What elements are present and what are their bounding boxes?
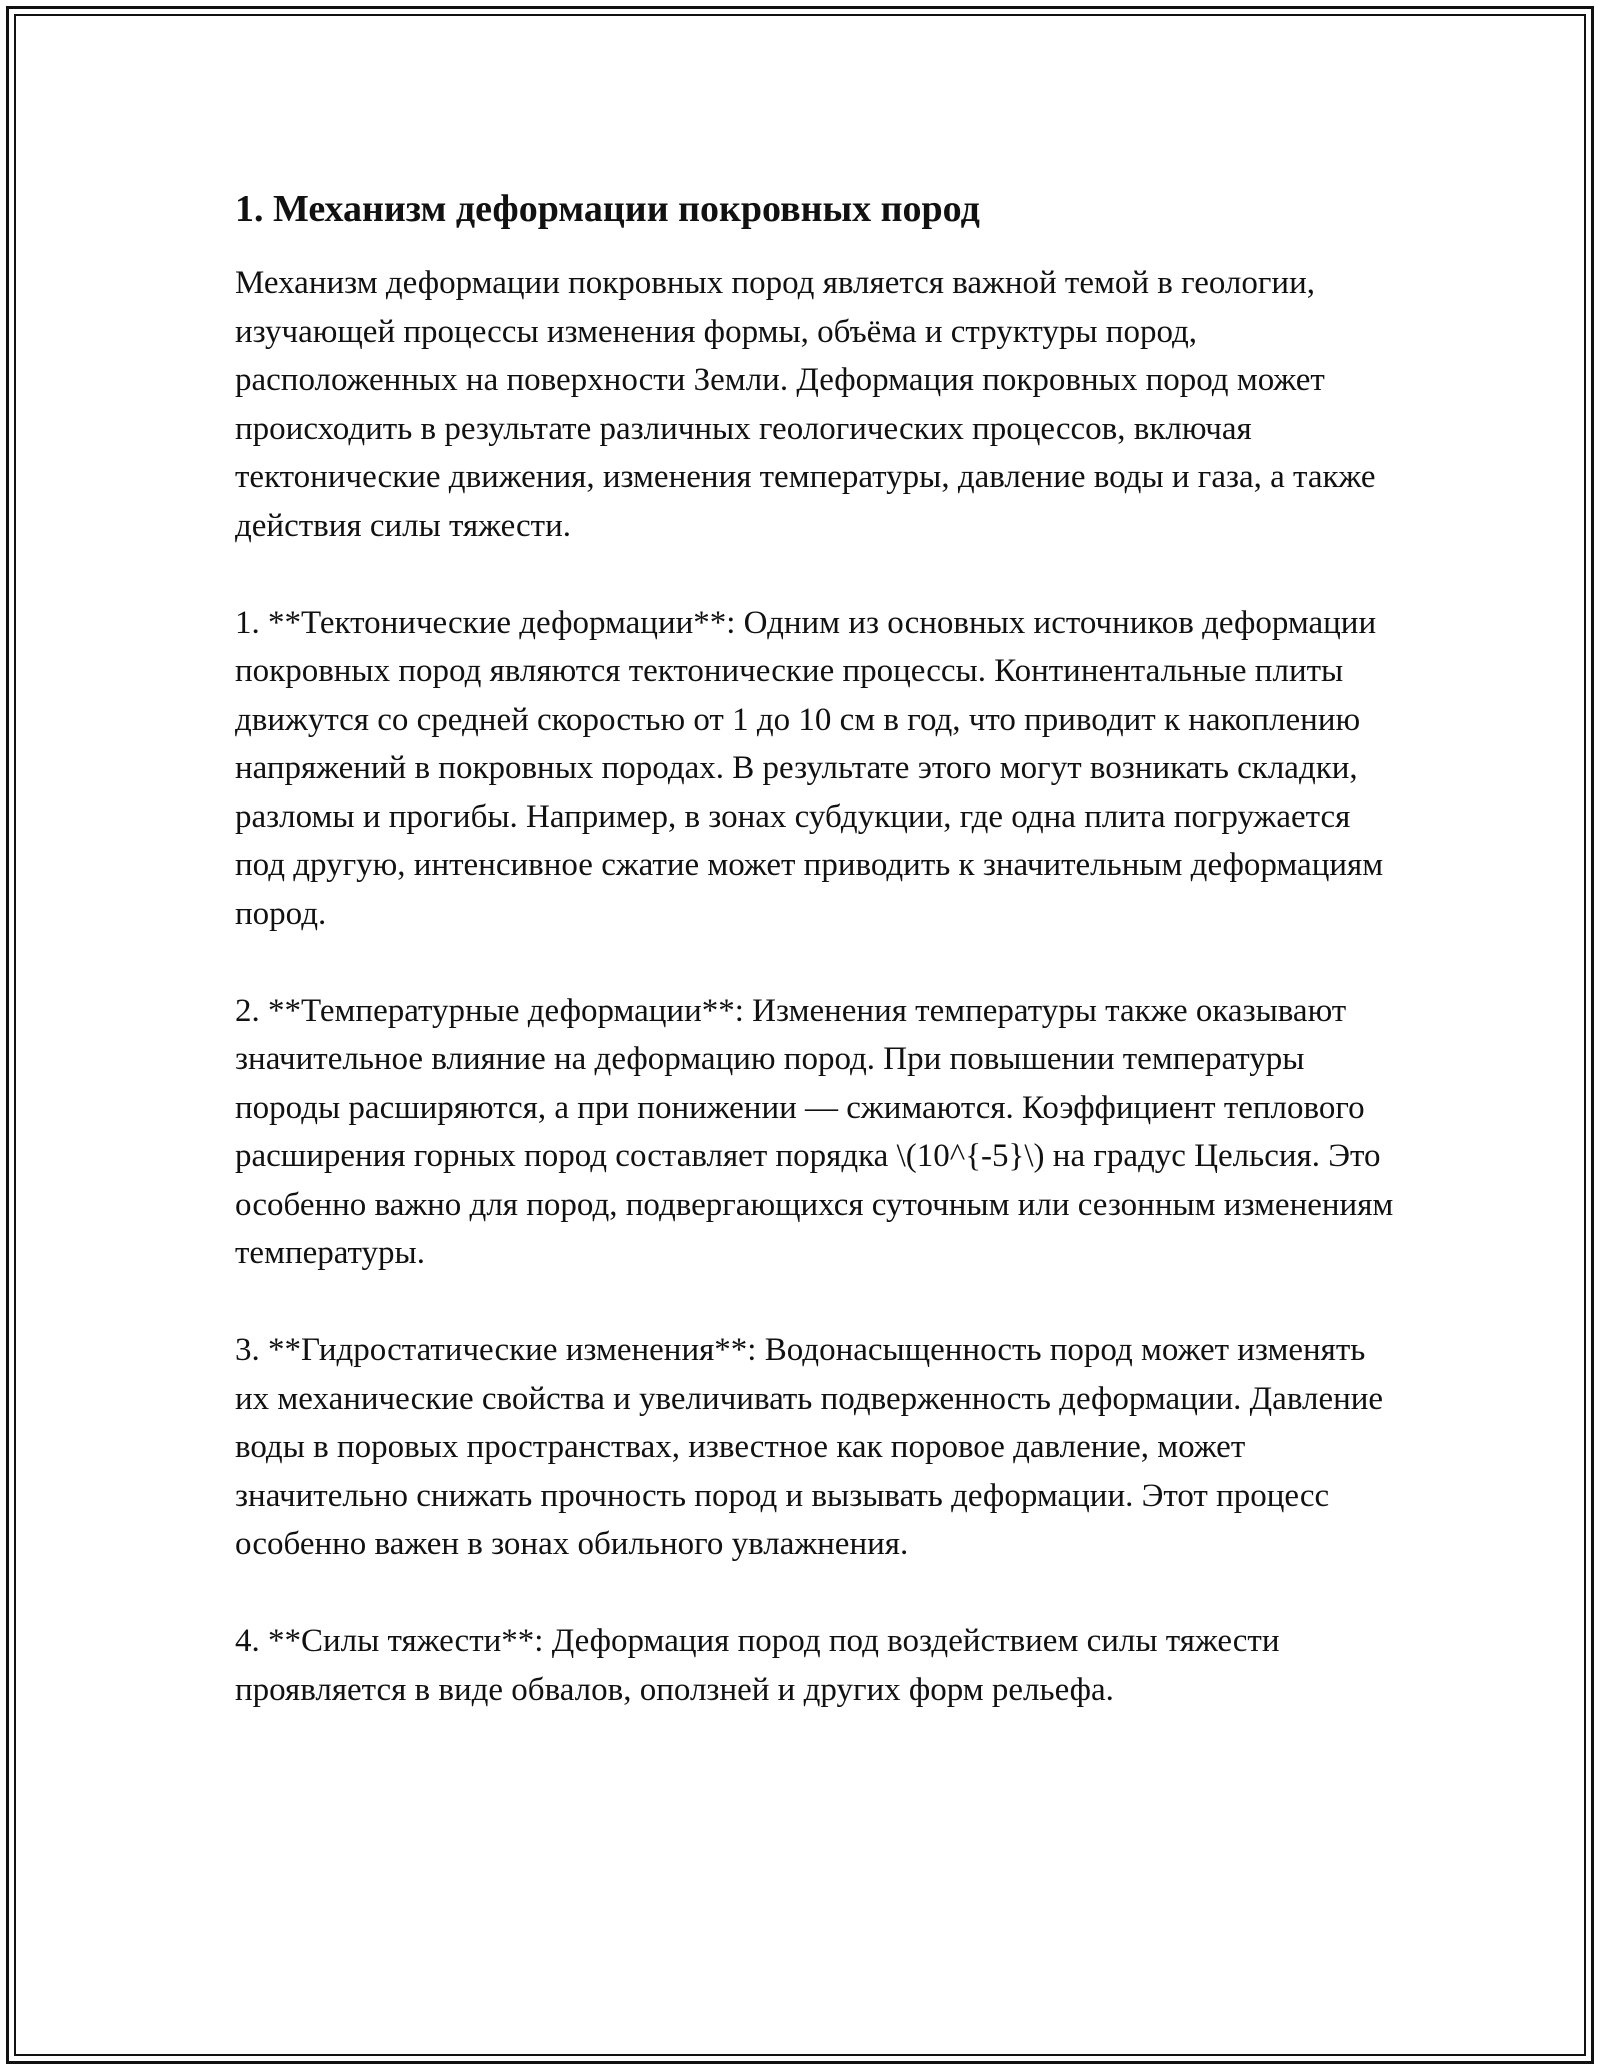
paragraph-gravity: 4. **Силы тяжести**: Деформация пород под воздействием силы тяжести проявляется в виде обвалов, оползней и других форм рельефа. bbox=[235, 1623, 1280, 1708]
paragraph-thermal-deformation: 2. **Температурные деформации**: Изменения температуры также оказывают значительное влияние на деформацию пород. При повышении температуры породы расширяются, а при понижении — сжимаются. Коэффициент теплового расширения горных пород составляет порядка \(10^{-5}\) на градус Цельсия. Это особенно важно для пород, подвергающихся суточным или сезонным изменениям температуры. bbox=[235, 992, 1394, 1271]
paragraph-hydrostatic-changes: 3. **Гидростатические изменения**: Водонасыщенность пород может изменять их механические свойства и увеличивать подверженность деформации. Давление воды в поровых пространствах, известное как поровое давление, может значительно снижать прочность пород и вызывать деформации. Этот процесс особенно важен в зонах обильного увлажнения. bbox=[235, 1332, 1384, 1562]
paragraph-tectonic-deformation: 1. **Тектонические деформации**: Одним из основных источников деформации покровных пород являются тектонические процессы. Континентальные плиты движутся со средней скоростью от 1 до 10 см в год, что приводит к накоплению напряжений в покровных породах. В результате этого могут возникать складки, разломы и прогибы. Например, в зонах субдукции, где одна плита погружается под другую, интенсивное сжатие может приводить к значительным деформациям пород. bbox=[235, 604, 1384, 932]
paragraph-intro: Механизм деформации покровных пород является важной темой в геологии, изучающей процессы изменения формы, объёма и структуры пород, расположенных на поверхности Земли. Деформация покровных пород может происходить в результате различных геологических процессов, включая тектонические движения, изменения температуры, давление воды и газа, а также действия силы тяжести. bbox=[235, 265, 1376, 544]
document-title: 1. Механизм деформации покровных пород bbox=[235, 188, 980, 230]
document-page bbox=[235, 185, 1395, 1763]
